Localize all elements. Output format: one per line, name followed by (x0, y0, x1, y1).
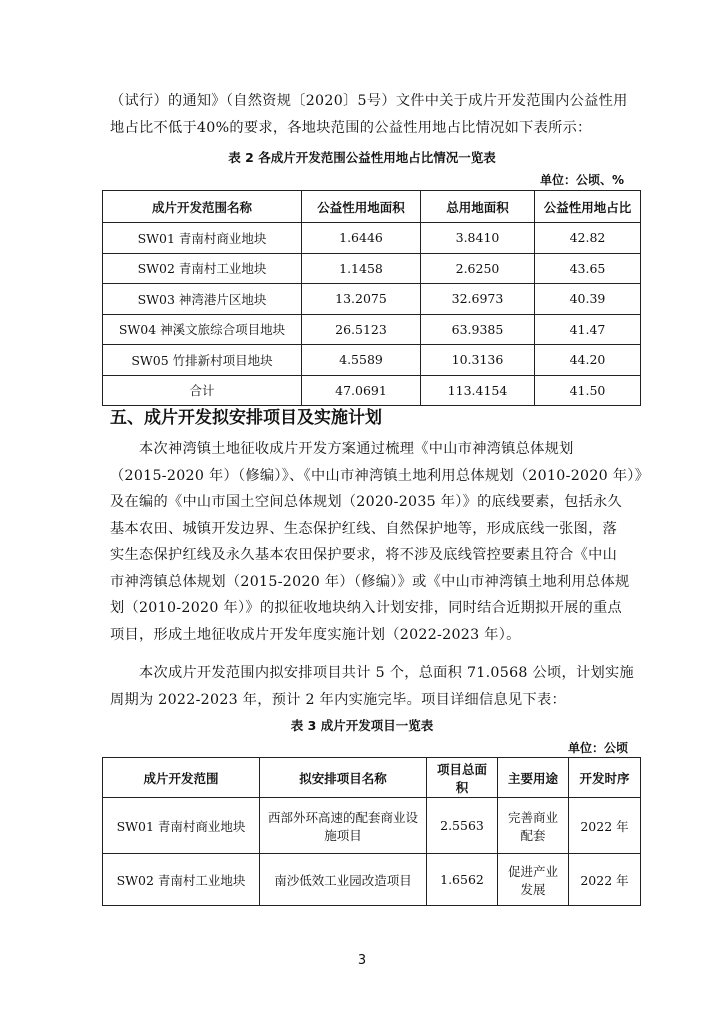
text-line: （试行）的通知》（自然资规〔2020〕5号）文件中关于成片开发范围内公益性用 (110, 93, 628, 109)
table2-unit: 单位：公顷、% (540, 173, 625, 187)
table-cell: 3.8410 (421, 223, 535, 254)
table-header-row (103, 191, 641, 223)
column-header: 总用地面积 (421, 191, 535, 223)
body-paragraph (110, 436, 650, 648)
table3-unit: 单位：公顷 (568, 741, 629, 755)
table-cell: 43.65 (535, 253, 641, 284)
table-cell: SW01 青南村商业地块 (103, 798, 260, 854)
table-cell: 2.6250 (421, 253, 535, 284)
table-cell: 32.6973 (421, 284, 535, 315)
column-header: 主要用途 (498, 758, 569, 798)
text-line: 及在编的《中山市国土空间总体规划（2020-2035 年）》的底线要素，包括永久 (110, 494, 623, 510)
text-line: 市神湾镇总体规划（2015-2020 年）（修编）》或《中山市神湾镇土地利用总体规 (110, 573, 630, 590)
table-cell: SW05 竹排新村项目地块 (103, 345, 302, 376)
table-cell: 2.5563 (427, 798, 498, 854)
page-number: 3 (357, 953, 367, 968)
column-header: 拟安排项目名称 (260, 758, 427, 798)
table-cell: SW03 神湾港片区地块 (103, 284, 302, 315)
text-line: （2015-2020 年）（修编）》、《中山市神湾镇土地利用总体规划（2010-2020 年）》 (110, 467, 650, 484)
table3 (102, 757, 641, 906)
table-cell: 40.39 (535, 284, 641, 315)
column-header: 开发时序 (569, 758, 641, 798)
table-cell: 47.0691 (302, 375, 421, 406)
table-cell: 合计 (103, 375, 302, 406)
table-total-row (103, 375, 641, 406)
table-cell: 44.20 (535, 345, 641, 376)
column-header: 项目总面积 (427, 758, 498, 798)
text-line: 实生态保护红线及永久基本农田保护要求，将不涉及底线管控要素且符合《中山 (110, 547, 618, 563)
text-line: 项目，形成土地征收成片开发年度实施计划（2022-2023 年）。 (110, 626, 521, 643)
table-cell: 南沙低效工业园改造项目 (260, 854, 427, 906)
column-header: 公益性用地面积 (302, 191, 421, 223)
text-line: 周期为 2022-2023 年，预计 2 年内实施完毕。项目详细信息见下表： (110, 691, 566, 708)
table-cell: 西部外环高速的配套商业设施项目 (260, 798, 427, 854)
table-cell: 26.5123 (302, 314, 421, 345)
table-cell: 41.50 (535, 375, 641, 406)
table-row (103, 253, 641, 284)
section-heading: 五、成片开发拟安排项目及实施计划 (110, 408, 382, 428)
table-cell: 1.6562 (427, 854, 498, 906)
table-cell: SW01 青南村商业地块 (103, 223, 302, 254)
text-line: 基本农田、城镇开发边界、生态保护红线、自然保护地等，形成底线一张图，落 (110, 520, 618, 537)
table2 (102, 190, 641, 406)
table-row (103, 798, 641, 854)
table2-caption: 表 2 各成片开发范围公益性用地占比情况一览表 (228, 150, 496, 165)
table-row (103, 854, 641, 906)
table-cell: 10.3136 (421, 345, 535, 376)
table-cell: 1.1458 (302, 253, 421, 284)
text-line: 本次成片开发范围内拟安排项目共计 5 个，总面积 71.0568 公顷，计划实施 (110, 665, 634, 681)
intro-paragraph (110, 88, 650, 141)
table-cell: 促进产业发展 (498, 854, 569, 906)
table-cell: 63.9385 (421, 314, 535, 345)
table3-caption: 表 3 成片开发项目一览表 (290, 718, 434, 733)
table-cell: SW02 青南村工业地块 (103, 854, 260, 906)
table-row (103, 345, 641, 376)
table-row (103, 284, 641, 315)
table-cell: 4.5589 (302, 345, 421, 376)
table-header-row (103, 758, 641, 798)
table-cell: 2022 年 (569, 854, 641, 906)
body-paragraph (110, 660, 650, 713)
column-header: 成片开发范围 (103, 758, 260, 798)
text-line: 划（2010-2020 年）》的拟征收地块纳入计划安排，同时结合近期拟开展的重点 (110, 600, 623, 616)
table-cell: SW02 青南村工业地块 (103, 253, 302, 284)
table-cell: 113.4154 (421, 375, 535, 406)
column-header: 公益性用地占比 (535, 191, 641, 223)
table-row (103, 314, 641, 345)
text-line: 本次神湾镇土地征收成片开发方案通过梳理《中山市神湾镇总体规划 (110, 441, 574, 457)
text-line: 地占比不低于40%的要求，各地块范围的公益性用地占比情况如下表所示： (110, 119, 592, 136)
table-row (103, 223, 641, 254)
table-cell: SW04 神溪文旅综合项目地块 (103, 314, 302, 345)
table-cell: 1.6446 (302, 223, 421, 254)
table-cell: 42.82 (535, 223, 641, 254)
table-cell: 完善商业配套 (498, 798, 569, 854)
table-cell: 41.47 (535, 314, 641, 345)
table-cell: 2022 年 (569, 798, 641, 854)
column-header: 成片开发范围名称 (103, 191, 302, 223)
table-cell: 13.2075 (302, 284, 421, 315)
